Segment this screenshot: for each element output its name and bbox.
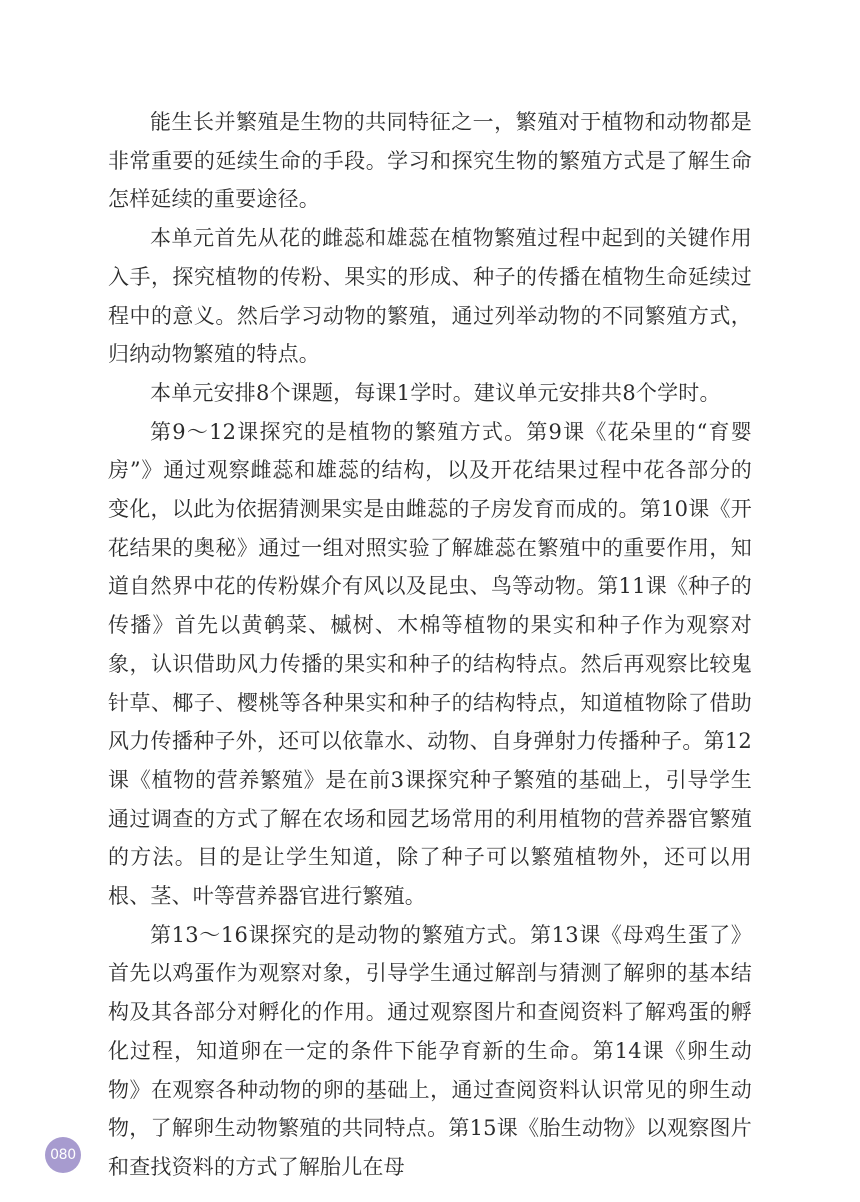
paragraph-lessons-9-12: 第9～12课探究的是植物的繁殖方式。第9课《花朵里的“育婴房”》通过观察雌蕊和雄蕊的结构，以及开花结果过程中花各部分的变化，以此为依据猜测果实是由雌蕊的子房发育而成的。第10课《开花结果的奥秘》通过一组对照实验了解雄蕊在繁殖中的重要作用，知道自然界中花的传粉媒介有风以及昆虫、鸟等动物。第11课《种子的传播》首先以黄鹌菜、槭树、木棉等植物的果实和种子作为观察对象，认识借助风力传播的果实和种子的结构特点。然后再观察比较鬼针草、椰子、樱桃等各种果实和种子的结构特点，知道植物除了借助风力传播种子外，还可以依靠水、动物、自身弹射力传播种子。第12课《植物的营养繁殖》是在前3课探究种子繁殖的基础上，引导学生通过调查的方式了解在农场和园艺场常用的利用植物的营养器官繁殖的方法。目的是让学生知道，除了种子可以繁殖植物外，还可以用根、茎、叶等营养器官进行繁殖。 — [108, 419, 752, 909]
paragraph-unit-overview: 本单元首先从花的雌蕊和雄蕊在植物繁殖过程中起到的关键作用入手，探究植物的传粉、果实的形成、种子的传播在植物生命延续过程中的意义。然后学习动物的繁殖，通过列举动物的不同繁殖方式，归纳动物繁殖的特点。 — [108, 226, 752, 367]
body-text — [108, 103, 752, 1187]
page-number-badge: 080 — [45, 1137, 81, 1173]
paragraph-lessons-13-16: 第13～16课探究的是动物的繁殖方式。第13课《母鸡生蛋了》首先以鸡蛋作为观察对象，引导学生通过解剖与猜测了解卵的基本结构及其各部分对孵化的作用。通过观察图片和查阅资料了解鸡蛋的孵化过程，知道卵在一定的条件下能孕育新的生命。第14课《卵生动物》在观察各种动物的卵的基础上，通过查阅资料认识常见的卵生动物，了解卵生动物繁殖的共同特点。第15课《胎生动物》以观察图片和查找资料的方式了解胎儿在母 — [108, 922, 752, 1179]
paragraph-schedule: 本单元安排8个课题，每课1学时。建议单元安排共8个学时。 — [150, 380, 721, 405]
paragraph-intro: 能生长并繁殖是生物的共同特征之一，繁殖对于植物和动物都是非常重要的延续生命的手段。学习和探究生物的繁殖方式是了解生命怎样延续的重要途径。 — [108, 110, 752, 212]
